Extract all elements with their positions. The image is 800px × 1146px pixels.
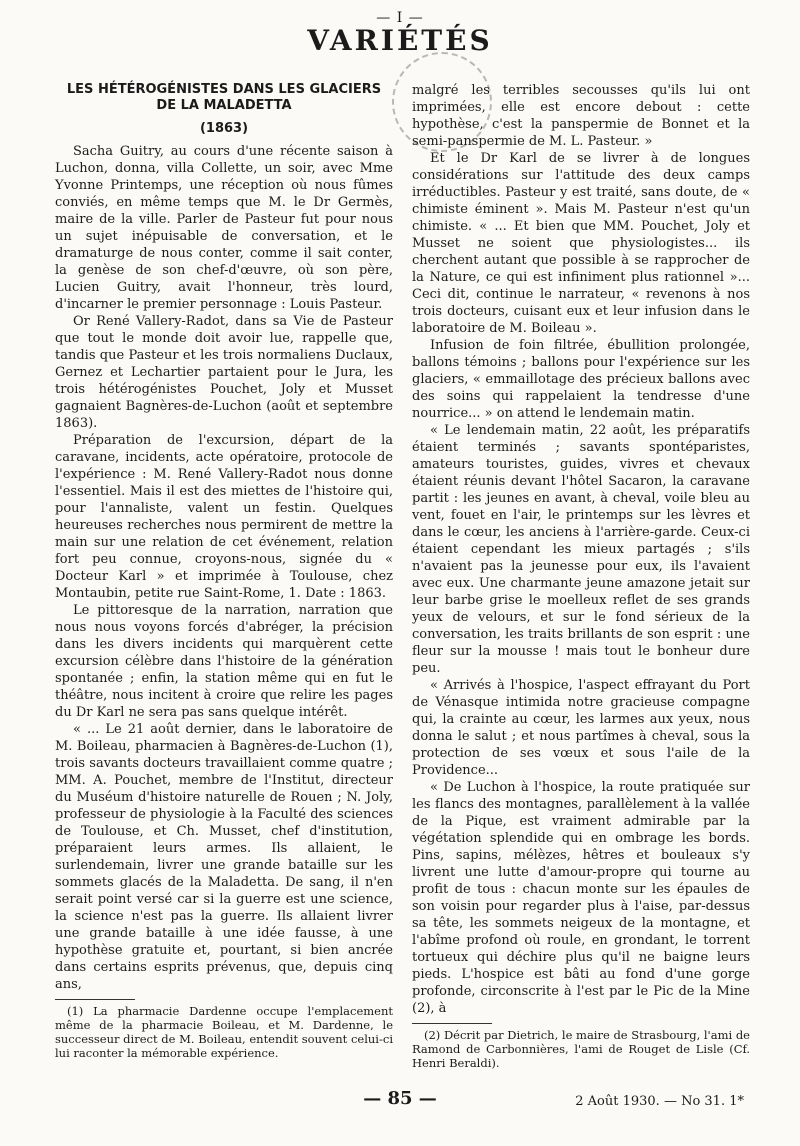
right-column [412,82,750,1070]
footnote-rule [412,1023,492,1024]
paragraph: « De Luchon à l'hospice, la route pratiquée sur les flancs des montagnes, parallèlement à la vallée de la Pique, est vraiment admirable par la végétation splendide qui en ombrage les bords. Pins, sapins, mélèzes, hêtres et bouleaux s'y livrent une lutte d'amour-propre qui tourne au profit de tous : chacun monte sur les épaules de son voisin pour regarder plus à l'aise, par-dessus sa tête, les sommets neigeux de la montagne, et l'abîme profond où roule, en grondant, le torrent tortueux qui déchire plus qu'il ne baigne leurs pieds. L'hospice est bâti au fond d'une gorge profonde, circonscrite à l'est par le Pic de la Mine (2), à [412,780,750,1016]
page-footer [0,1088,800,1112]
paragraph: « ... Le 21 août dernier, dans le laboratoire de M. Boileau, pharmacien à Bagnères-de-Luchon (1), trois savants docteurs travaillaient comme quatre ; MM. A. Pouchet, membre de l'Institut, directeur du Muséum d'histoire naturelle de Rouen ; N. Joly, professeur de physiologie à la Faculté des sciences de Toulouse, et Ch. Musset, chef d'institution, préparaient leurs armes. Ils allaient, le surlendemain, livrer une grande bataille sur les sommets glacés de la Maladetta. De sang, il n'en serait point versé car si la guerre est une science, la science n'est pas la guerre. Ils allaient livrer une grande bataille à une idée fausse, à une hypothèse gratuite et, pourtant, si bien ancrée dans certains esprits prévenus, que, depuis cinq ans, [55,722,393,992]
paragraph: Infusion de foin filtrée, ébullition prolongée, ballons témoins ; ballons pour l'expérience sur les glaciers, « emmaillotage des précieux ballons avec des soins qui rappelaient la tendresse d'une nourrice... » on attend le lendemain matin. [412,338,750,421]
paragraph: Sacha Guitry, au cours d'une récente saison à Luchon, donna, villa Collette, un soir, avec Mme Yvonne Printemps, une réception où nous fûmes conviés, en même temps que M. le Dr Germès, maire de la ville. Parler de Pasteur fut pour nous un sujet inépuisable de conversation, et le dramaturge de nous conter, comme il sait conter, la genèse de son chef-d'œuvre, où son père, Lucien Guitry, avait l'honneur, très lourd, d'incarner le premier personnage : Louis Pasteur. [55,144,393,312]
article-year: (1863) [199,121,249,136]
section-title: VARIÉTÉS [307,24,493,57]
issue-date: 2 Août 1930. — No 31. 1* [575,1094,744,1109]
page-marker: — I — [376,10,424,26]
paragraph: Et le Dr Karl de se livrer à de longues considérations sur l'attitude des deux camps irréductibles. Pasteur y est traité, sans doute, de « chimiste éminent ». Mais M. Pasteur n'est qu'un chimiste. « ... Et bien que MM. Pouchet, Joly et Musset ne soient que physiologistes... ils cherchent autant que possible à se rapprocher de la Nature, ce qui est infiniment plus rationnel »... Ceci dit, continue le narrateur, « revenons à nos trois docteurs, cuisant eux et leur infusion dans le laboratoire de M. Boileau ». [412,151,750,336]
paragraph: malgré les terribles secousses qu'ils lui ont imprimées, elle est encore debout : cette hypothèse, c'est la panspermie de Bonnet et la semi-panspermie de M. L. Pasteur. » [412,83,750,149]
left-column [55,82,393,1060]
paragraph: Préparation de l'excursion, départ de la caravane, incidents, acte opératoire, protocole de l'expérience : M. René Vallery-Radot nous donne l'essentiel. Mais il est des miettes de l'histoire qui, pour l'annaliste, valent un festin. Quelques heureuses recherches nous permirent de mettre la main sur une relation de cet événement, relation fort peu connue, croyons-nous, signée du « Docteur Karl » et imprimée à Toulouse, chez Montaubin, petite rue Saint-Rome, 1. Date : 1863. [55,433,393,601]
paragraph: Or René Vallery-Radot, dans sa Vie de Pasteur que tout le monde doit avoir lue, rappelle que, tandis que Pasteur et les trois normaliens Duclaux, Gernez et Lechartier partaient pour le Jura, les trois hétérogénistes Pouchet, Joly et Musset gagnaient Bagnères-de-Luchon (août et septembre 1863). [55,314,393,431]
paragraph: « Arrivés à l'hospice, l'aspect effrayant du Port de Vénasque intimida notre gracieuse compagne qui, la crainte au cœur, les larmes aux yeux, nous donna le salut ; et nous partîmes à cheval, sous la protection de ses vœux et sous l'aile de la Providence... [412,678,750,778]
paragraph: Le pittoresque de la narration, narration que nous nous voyons forcés d'abréger, la précision dans les divers incidents qui marquèrent cette excursion célèbre dans l'histoire de la génération spontanée ; enfin, la station même qui en fut le théâtre, nous incitent à croire que relire les pages du Dr Karl ne sera pas sans quelque intérêt. [55,603,393,720]
footnote-2: (2) Décrit par Dietrich, le maire de Strasbourg, l'ami de Ramond de Carbonnières, l'ami de Rouget de Lisle (Cf. Henri Beraldi). [412,1028,750,1070]
paragraph: « Le lendemain matin, 22 août, les préparatifs étaient terminés ; savants spontéparistes, amateurs touristes, guides, vivres et chevaux étaient réunis devant l'hôtel Sacaron, la caravane partit : les jeunes en avant, à cheval, voile bleu au vent, fouet en l'air, le printemps sur les lèvres et dans le cœur, les anciens à l'arrière-garde. Ceux-ci étaient cependant les mieux partagés ; s'ils n'avaient pas la jeunesse pour eux, ils l'avaient avec eux. Une charmante jeune amazone jetait sur leur barbe grise le moelleux reflet de ses grands yeux de velours, et sur le fond sérieux de la conversation, les traits brillants de son esprit : une fleur sur la mousse ! mais tout le bonheur dure peu. [412,423,750,676]
footnote-rule [55,999,135,1000]
page-number: — 85 — [363,1088,437,1109]
footnote-1: (1) La pharmacie Dardenne occupe l'emplacement même de la pharmacie Boileau, et M. Dardenne, le successeur direct de M. Boileau, entendit souvent celui-ci lui raconter la mémorable expérience. [55,1004,393,1060]
article-title: LES HÉTÉROGÉNISTES DANS LES GLACIERS DE LA MALADETTA [66,82,382,113]
